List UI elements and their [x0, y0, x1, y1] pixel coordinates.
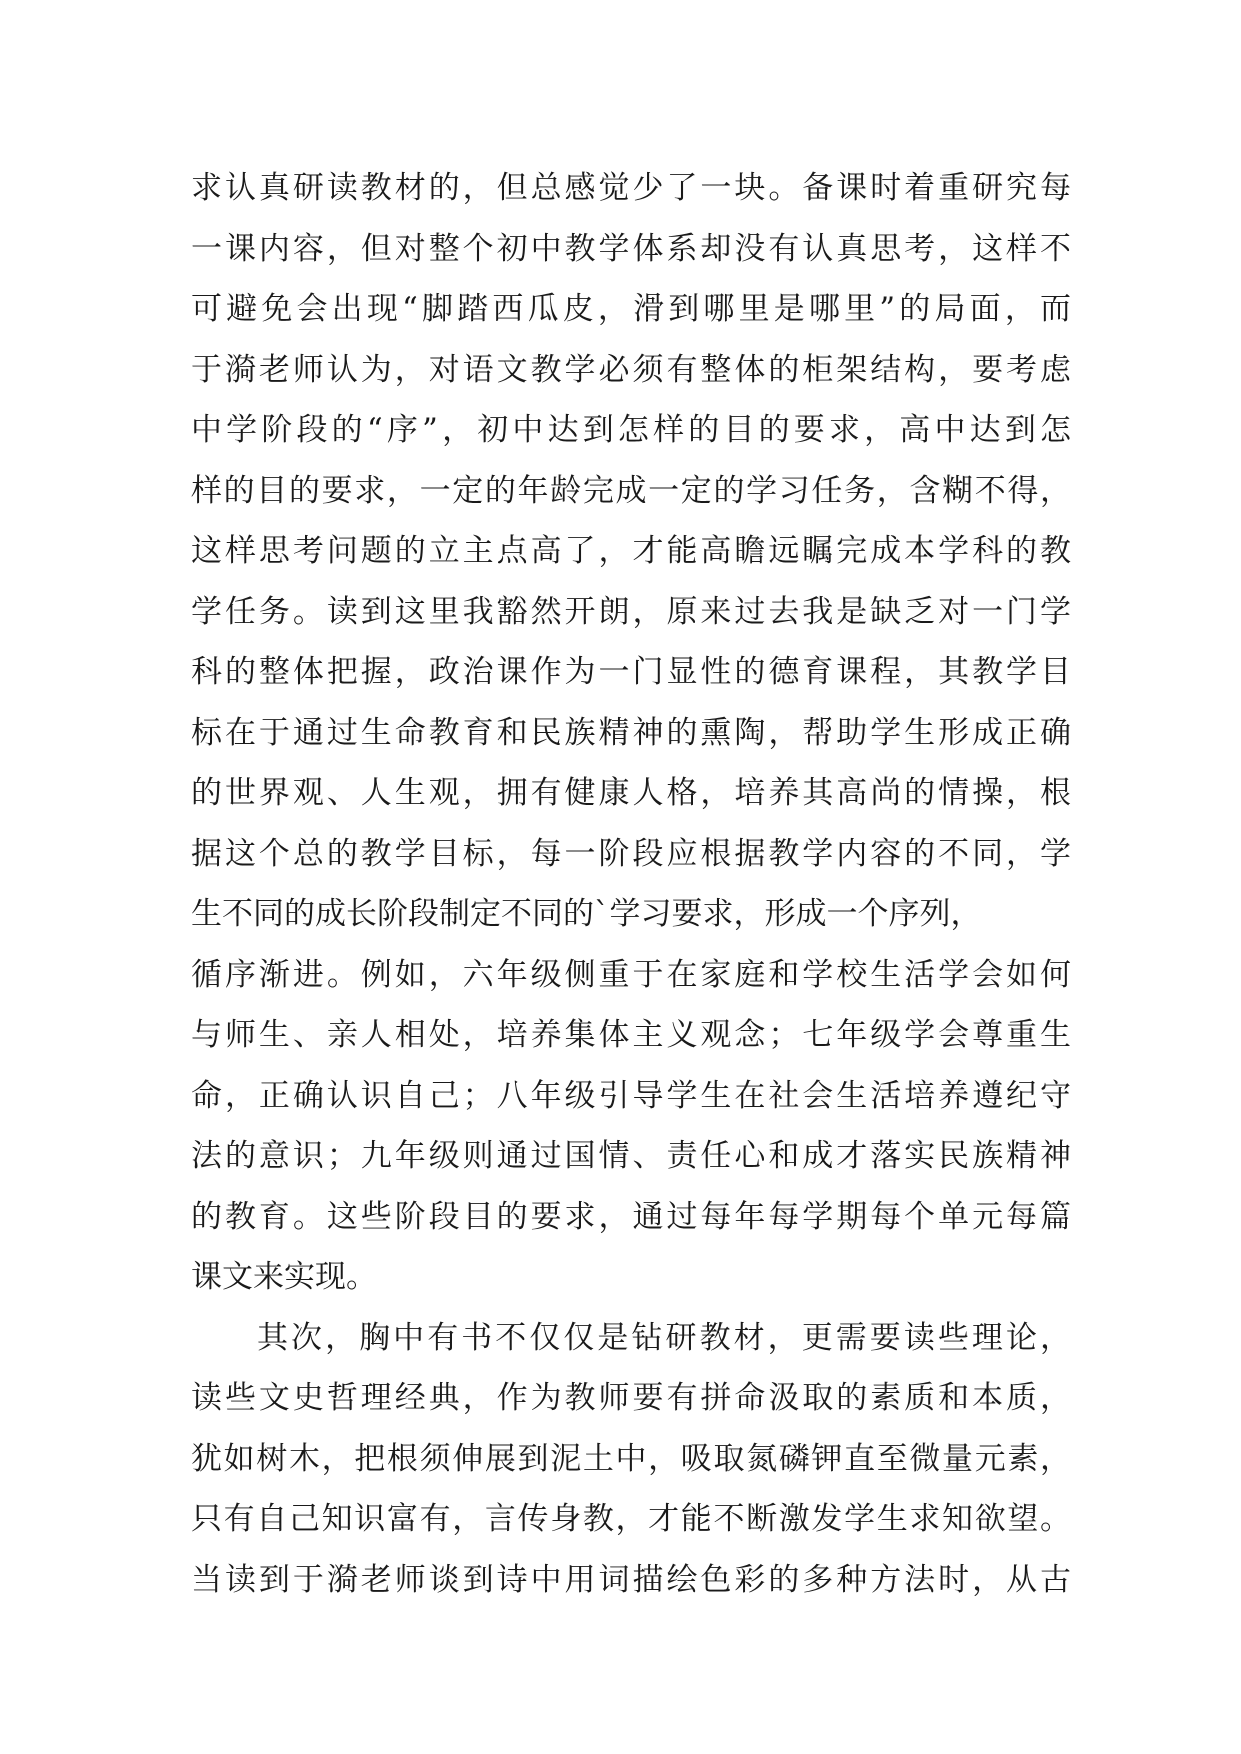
text-line: 标在于通过生命教育和民族精神的熏陶，帮助学生形成正确 — [191, 714, 1071, 751]
text-line: 的世界观、人生观，拥有健康人格，培养其高尚的情操，根 — [191, 775, 1071, 811]
text-line: 中学阶段的“序”，初中达到怎样的目的要求，高中达到怎 — [191, 412, 1071, 448]
text-line: 循序渐进。例如，六年级侧重于在家庭和学校生活学会如何 — [191, 956, 1071, 993]
text-line: 课文来实现。 — [191, 1259, 377, 1295]
text-line: 可避免会出现“脚踏西瓜皮，滑到哪里是哪里”的局面，而 — [191, 291, 1071, 327]
body-text — [191, 158, 1071, 1610]
text-line: 这样思考问题的立主点高了，才能高瞻远瞩完成本学科的教 — [191, 533, 1071, 569]
text-line: 一课内容，但对整个初中教学体系却没有认真思考，这样不 — [191, 230, 1071, 267]
text-line: 当读到于漪老师谈到诗中用词描绘色彩的多种方法时，从古 — [191, 1561, 1071, 1598]
text-line: 犹如树木，把根须伸展到泥土中，吸取氮磷钾直至微量元素， — [191, 1440, 1071, 1477]
text-line: 只有自己知识富有，言传身教，才能不断激发学生求知欲望。 — [191, 1501, 1071, 1537]
text-line: 其次，胸中有书不仅仅是钻研教材，更需要读些理论， — [257, 1319, 1071, 1356]
text-line: 于漪老师认为，对语文教学必须有整体的柜架结构，要考虑 — [191, 351, 1071, 388]
text-line: 求认真研读教材的，但总感觉少了一块。备课时着重研究每 — [191, 170, 1071, 206]
text-line: 命，正确认识自己；八年级引导学生在社会生活培养遵纪守 — [191, 1077, 1071, 1114]
text-line: 据这个总的教学目标，每一阶段应根据教学内容的不同，学 — [191, 835, 1071, 872]
text-line: 的教育。这些阶段目的要求，通过每年每学期每个单元每篇 — [191, 1198, 1071, 1235]
text-line: 生不同的成长阶段制定不同的`学习要求，形成一个序列， — [191, 896, 982, 932]
text-line: 样的目的要求，一定的年龄完成一定的学习任务，含糊不得， — [191, 472, 1071, 509]
paragraph-1 — [191, 158, 1071, 1308]
text-line: 读些文史哲理经典，作为教师要有拼命汲取的素质和本质， — [191, 1380, 1071, 1416]
text-line: 学任务。读到这里我豁然开朗，原来过去我是缺乏对一门学 — [191, 593, 1071, 630]
text-line: 科的整体把握，政治课作为一门显性的德育课程，其教学目 — [191, 654, 1071, 690]
text-line: 法的意识；九年级则通过国情、责任心和成才落实民族精神 — [191, 1138, 1071, 1174]
paragraph-2 — [191, 1308, 1071, 1611]
text-line: 与师生、亲人相处，培养集体主义观念；七年级学会尊重生 — [191, 1017, 1071, 1053]
